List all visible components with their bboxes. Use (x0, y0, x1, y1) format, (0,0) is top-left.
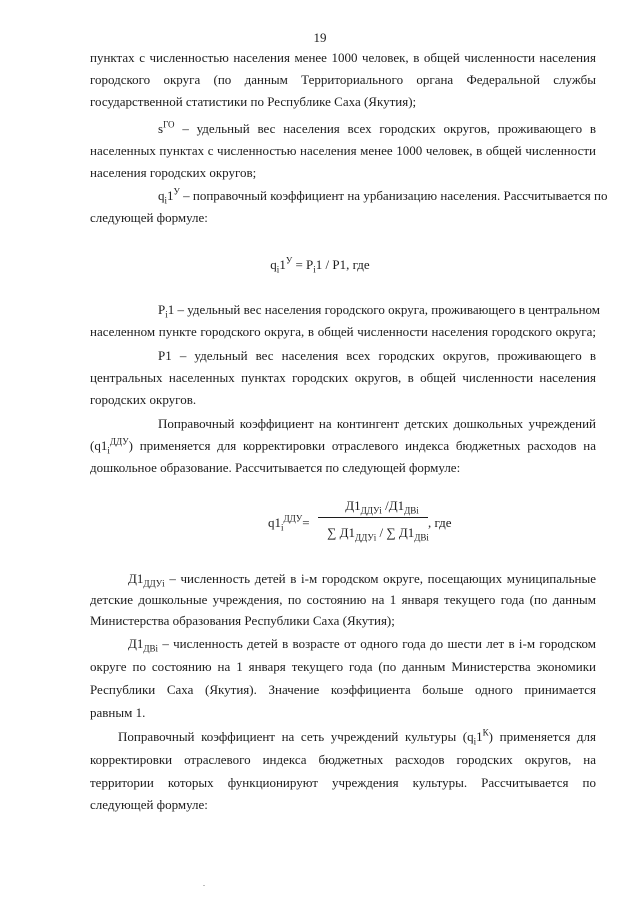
text-line: детские дошкольные учреждения, по состоянию на 1 января текущего года (по данным (90, 592, 596, 607)
scan-speck (203, 885, 205, 886)
paragraph-qi1u: $q_i1^У$ – поправочный коэффициент на урбанизацию населения. Рассчитывается по (158, 186, 608, 206)
text-line: центральных населенных пунктах городских округов, в общей численности населения (90, 370, 596, 385)
symbol-d1-ddu: $Д1_{ДДУi}$ (128, 571, 165, 589)
paragraph-d1-ddu: $Д1_{ДДУi}$ – численность детей в i-м городском округе, посещающих муниципальные (128, 571, 597, 589)
text-line: населения городских округов; (90, 165, 257, 180)
formula-urbanization: $q_i1^У = P_i1 / P1$, где (270, 255, 370, 275)
text-line: городских округов. (90, 392, 197, 407)
formula-ddu-lhs: $q1_i^{ДДУ}=$ (268, 513, 310, 533)
symbol-s-go: $s^{ГО}$ (158, 119, 175, 136)
paragraph-p1: P1 – удельный вес населения всех городских округов, проживающего в (158, 348, 596, 363)
paragraph-qi1k: Поправочный коэффициент на сеть учреждений культуры $(q_i1^К)$ применяется для (118, 727, 597, 747)
formula-ddu (268, 495, 468, 555)
text-line: округе по состоянию на 1 января текущего года (по данным Министерства экономики (90, 659, 596, 674)
text-line: Поправочный коэффициент на контингент детских дошкольных учреждений (158, 416, 596, 431)
text-line: населенных пунктах с численностью населения менее 1000 человек, в общей численности (90, 143, 596, 158)
symbol-qi1u: $q_i1^У$ (158, 186, 180, 206)
formula-ddu-numerator: $Д1_{ДДУi}$ $/Д1_{ДВi}$ (345, 498, 419, 516)
text-line: Министерства образования Республики Саха (Якутия); (90, 613, 395, 628)
symbol-p1: P1 (158, 348, 172, 363)
text-line: территории которых функционируют учреждения культуры. Рассчитывается по (90, 775, 596, 790)
symbol-q1i-ddu: $(q1_i^{ДДУ})$ (90, 436, 133, 456)
fraction-bar (318, 517, 428, 518)
paragraph-d1-dv: $Д1_{ДВi}$ – численность детей в возрасте от одного года до шести лет в i-м городском (128, 636, 597, 654)
text-line: корректировки отраслевого индекса бюджетных расходов городских округов, на (90, 752, 596, 767)
text-line: городского округа (по данным Территориального органа Федеральной службы (90, 72, 596, 87)
symbol-qi1k: $(q_i1^К)$ (462, 727, 494, 747)
symbol-pi1: $P_i1$ (158, 302, 175, 320)
text-line: пунктах с численностью населения менее 1000 человек, в общей численности населения (90, 50, 596, 65)
text-line: Республики Саха (Якутия). Значение коэффициента больше одного принимается (90, 682, 596, 697)
paragraph-s-go: $s^{ГО}$ – удельный вес населения всех городских округов, проживающего в (158, 119, 596, 136)
symbol-d1-dv: $Д1_{ДВi}$ (128, 636, 159, 654)
formula-ddu-denominator: ∑ $Д1_{ДДУi}$ / ∑ $Д1_{ДВi}$ (327, 525, 429, 543)
text-line: дошкольное образование. Рассчитывается по следующей формуле: (90, 460, 461, 475)
formula-ddu-tail: , где (428, 515, 452, 530)
text-line: следующей формуле: (90, 210, 208, 225)
paragraph-pi1: $P_i1$ – удельный вес населения городского округа, проживающего в центральном (158, 302, 601, 320)
text-line: равным 1. (90, 705, 146, 720)
page-number: 19 (313, 30, 327, 45)
text-line: государственной статистики по Республике Саха (Якутия); (90, 94, 417, 109)
text-line: населенном пункте городского округа, в общей численности населения городского округа; (90, 324, 596, 339)
paragraph-q1i-ddu: $(q1_i^{ДДУ})$ применяется для корректировки отраслевого индекса бюджетных расходов на (90, 436, 597, 456)
text-line: следующей формуле: (90, 797, 208, 812)
